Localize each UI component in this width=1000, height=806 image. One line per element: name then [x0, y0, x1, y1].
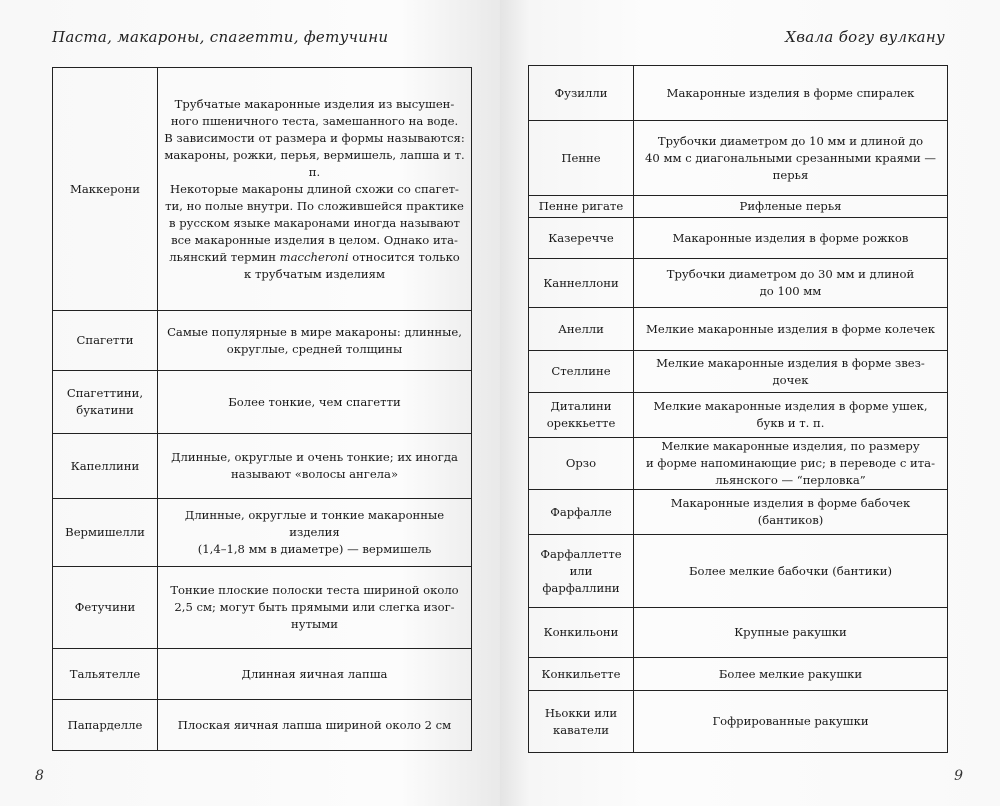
pasta-name: Конкильетте: [529, 658, 634, 691]
pasta-name: Казеречче: [529, 218, 634, 259]
pasta-description: Мелкие макаронные изделия в форме колечек: [634, 308, 948, 351]
table-row: [529, 608, 948, 658]
pasta-name: Фарфаллетте или фарфаллини: [529, 535, 634, 608]
pasta-description: Макаронные изделия в форме бабочек (бантиков): [634, 490, 948, 535]
table-row: [53, 68, 472, 311]
pasta-description: Более мелкие бабочки (бантики): [634, 535, 948, 608]
pasta-description: Мелкие макаронные изделия в форме ушек, букв и т. п.: [634, 393, 948, 438]
pasta-name: Маккерони: [53, 68, 158, 311]
pasta-description: Более тонкие, чем спагетти: [158, 371, 472, 434]
running-head: Паста, макароны, спагетти, фетучини: [52, 28, 389, 46]
table-row: [529, 218, 948, 259]
pasta-description: Трубчатые макаронные изделия из высушен- ного пшеничного теста, замешанного на воде. В зависимости от размера и формы называются: макароны, рожки, перья, вермишель, лапша и т. п. Некоторые макароны длиной схожи со спагет- ти, но полые внутри. По сложившейся практике в русском языке макаронами иногда называют все макаронные изделия в целом. Однако ита- льянский термин maccheroni относится только к трубчатым изделиям: [158, 68, 472, 311]
italian-term: maccheroni: [279, 249, 349, 264]
table-row: [529, 196, 948, 218]
right-page: [500, 0, 1000, 806]
table-row: [529, 259, 948, 308]
pasta-description: Более мелкие ракушки: [634, 658, 948, 691]
table-row: [529, 691, 948, 753]
pasta-name: Капеллини: [53, 434, 158, 499]
pasta-description: Макаронные изделия в форме спиралек: [634, 66, 948, 121]
table-row: [53, 434, 472, 499]
pasta-name: Фузилли: [529, 66, 634, 121]
table-row: [529, 121, 948, 196]
pasta-description: Трубочки диаметром до 10 мм и длиной до 40 мм с диагональными срезанными краями — перья: [634, 121, 948, 196]
pasta-description: Крупные ракушки: [634, 608, 948, 658]
pasta-description: Мелкие макаронные изделия, по размеру и форме напоминающие рис; в переводе с ита- льянского — “перловка”: [634, 438, 948, 490]
pasta-name: Диталини ореккьетте: [529, 393, 634, 438]
table-row: [53, 700, 472, 751]
table-row: [529, 658, 948, 691]
pasta-description: Длинные, округлые и тонкие макаронные изделия (1,4–1,8 мм в диаметре) — вермишель: [158, 499, 472, 567]
table-row: [53, 499, 472, 567]
page-number: 9: [954, 768, 963, 784]
pasta-name: Спагетти: [53, 311, 158, 371]
table-row: [53, 311, 472, 371]
pasta-name: Анелли: [529, 308, 634, 351]
table-row: [53, 649, 472, 700]
pasta-description: Рифленые перья: [634, 196, 948, 218]
table-row: [529, 535, 948, 608]
pasta-description: Трубочки диаметром до 30 мм и длиной до 100 мм: [634, 259, 948, 308]
table-row: [529, 308, 948, 351]
pasta-description: Макаронные изделия в форме рожков: [634, 218, 948, 259]
pasta-description: Плоская яичная лапша шириной около 2 см: [158, 700, 472, 751]
pasta-description: Длинные, округлые и очень тонкие; их иногда называют «волосы ангела»: [158, 434, 472, 499]
pasta-name: Вермишелли: [53, 499, 158, 567]
pasta-name: Пенне ригате: [529, 196, 634, 218]
pasta-name: Тальятелле: [53, 649, 158, 700]
pasta-description: Самые популярные в мире макароны: длинные, округлые, средней толщины: [158, 311, 472, 371]
pasta-name: Фарфалле: [529, 490, 634, 535]
table-row: [529, 66, 948, 121]
table-row: [529, 393, 948, 438]
pasta-table: [528, 65, 948, 753]
table-row: [529, 351, 948, 393]
pasta-name: Спагеттини, букатини: [53, 371, 158, 434]
table-row: [529, 438, 948, 490]
table-row: [53, 567, 472, 649]
pasta-name: Ньокки или каватели: [529, 691, 634, 753]
running-head: Хвала богу вулкану: [785, 28, 945, 46]
pasta-name: Пенне: [529, 121, 634, 196]
pasta-description: Мелкие макаронные изделия в форме звез- дочек: [634, 351, 948, 393]
page-number: 8: [35, 768, 44, 784]
pasta-name: Стеллине: [529, 351, 634, 393]
pasta-description: Тонкие плоские полоски теста шириной около 2,5 см; могут быть прямыми или слегка изог- нутыми: [158, 567, 472, 649]
pasta-name: Каннеллони: [529, 259, 634, 308]
pasta-description: Гофрированные ракушки: [634, 691, 948, 753]
pasta-name: Фетучини: [53, 567, 158, 649]
pasta-table: [52, 67, 472, 751]
pasta-name: Папарделле: [53, 700, 158, 751]
pasta-name: Орзо: [529, 438, 634, 490]
table-row: [53, 371, 472, 434]
pasta-description: Длинная яичная лапша: [158, 649, 472, 700]
pasta-name: Конкильони: [529, 608, 634, 658]
table-row: [529, 490, 948, 535]
